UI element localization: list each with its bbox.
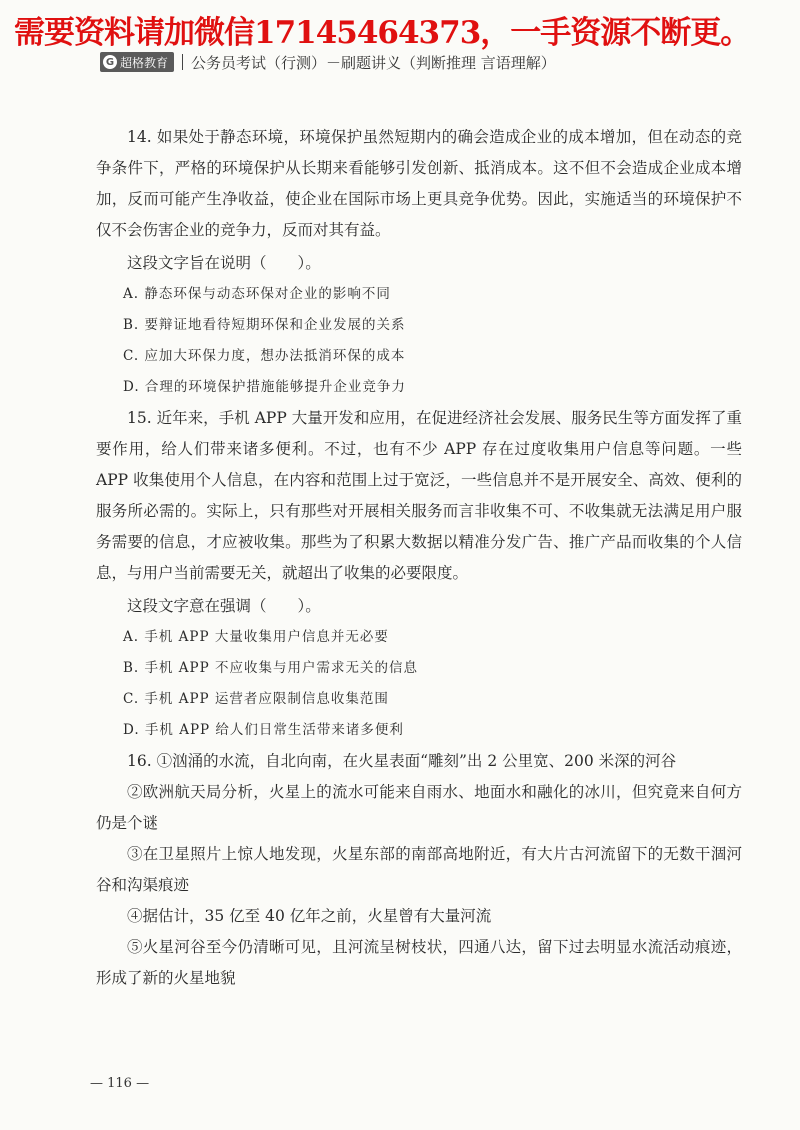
brand-logo: [100, 52, 174, 72]
option-c: C. 手机 APP 运营者应限制信息收集范围: [123, 691, 389, 707]
question-passage: 14. 如果处于静态环境，环境保护虽然短期内的确会造成企业的成本增加，但在动态的竞争条件下，严格的环境保护从长期来看能够引发创新、抵消成本。这不但不会造成企业成本增加，反而可能产生净收益，使企业在国际市场上更具竞争优势。因此，实施适当的环境保护不仅不会伤害企业的竞争力，反而对其有益。: [96, 128, 742, 239]
option-b: B. 要辩证地看待短期环保和企业发展的关系: [123, 317, 406, 333]
statement-3: ③在卫星照片上惊人地发现，火星东部的南部高地附近，有大片古河流留下的无数干涸河谷和沟渠痕迹: [96, 845, 742, 894]
question-passage: 15. 近年来，手机 APP 大量开发和应用，在促进经济社会发展、服务民生等方面发挥了重要作用，给人们带来诸多便利。不过，也有不少 APP 存在过度收集用户信息等问题。一些 APP 收集使用个人信息，在内容和范围上过于宽泛，一些信息并不是开展安全、高效、便利的服务所必需的。实际上，只有那些对开展相关服务而言非收集不可、不收集就无法满足用户服务需要的信息，才应被收集。那些为了积累大数据以精准分发广告、推广产品而收集的个人信息，与用户当前需要无关，就超出了收集的必要限度。: [96, 409, 742, 582]
question-stem: 这段文字旨在说明（ ）。: [127, 254, 321, 272]
option-a: A. 静态环保与动态环保对企业的影响不同: [123, 286, 391, 302]
logo-mark-icon: G: [103, 55, 117, 69]
option-d: D. 手机 APP 给人们日常生活带来诸多便利: [123, 722, 404, 738]
header-divider: [182, 54, 183, 70]
page-content: [96, 122, 742, 994]
header-title: 公务员考试（行测）－刷题讲义（判断推理 言语理解）: [191, 53, 556, 72]
question-stem: 这段文字意在强调（ ）。: [127, 597, 321, 615]
option-b: B. 手机 APP 不应收集与用户需求无关的信息: [123, 660, 419, 676]
page-header: [100, 50, 556, 74]
page-number: — 116 —: [90, 1076, 150, 1091]
statement-4: ④据估计，35 亿至 40 亿年之前，火星曾有大量河流: [127, 907, 492, 925]
statement-2: ②欧洲航天局分析，火星上的流水可能来自雨水、地面水和融化的冰川，但究竟来自何方仍是个谜: [96, 783, 742, 832]
watermark-banner: 需要资料请加微信17145464373，一手资源不断更。: [14, 15, 751, 51]
option-c: C. 应加大环保力度，想办法抵消环保的成本: [123, 348, 406, 364]
option-a: A. 手机 APP 大量收集用户信息并无必要: [123, 629, 389, 645]
statement-5: ⑤火星河谷至今仍清晰可见，且河流呈树枝状，四通八达，留下过去明显水流活动痕迹，形成了新的火星地貌: [96, 938, 742, 987]
logo-text: 超格教育: [120, 55, 169, 70]
option-d: D. 合理的环境保护措施能够提升企业竞争力: [123, 379, 406, 395]
statement-1: 16. ①汹涌的水流，自北向南，在火星表面“雕刻”出 2 公里宽、200 米深的河谷: [127, 752, 677, 770]
